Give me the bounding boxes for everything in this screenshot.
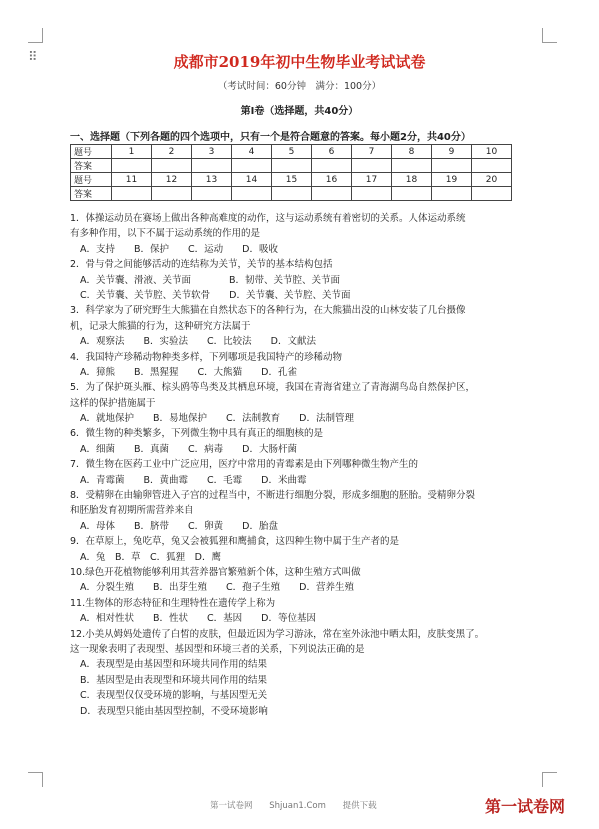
answer-cell[interactable] <box>272 187 312 201</box>
question-number-cell: 10 <box>472 145 512 159</box>
question-text-line: 机，记录大熊猫的行为，这种研究方法属于 <box>70 320 251 332</box>
question-number-cell: 17 <box>352 173 392 187</box>
footer-download-text: 提供下载 <box>342 801 377 811</box>
question-options-line: A．关节囊、滑液、关节面 B．韧带、关节腔、关节面 <box>80 274 341 286</box>
answer-cell[interactable] <box>432 187 472 201</box>
answer-cell[interactable] <box>392 159 432 173</box>
question-number-cell: 11 <box>112 173 152 187</box>
question-options-line: A．表现型是由基因型和环境共同作用的结果 <box>80 659 267 671</box>
question-text-line: 8．受精卵在由输卵管进入子宫的过程当中，不断进行细胞分裂，形成多细胞的胚胎。受精卵分裂 <box>70 490 476 502</box>
question-number-cell: 18 <box>392 173 432 187</box>
answer-cell[interactable] <box>472 159 512 173</box>
question-options-line: A．细菌 B．真菌 C．病毒 D．大肠杆菌 <box>80 443 297 455</box>
table-row <box>71 159 512 173</box>
page-footer <box>210 799 389 811</box>
question-number-cell: 12 <box>152 173 192 187</box>
answer-cell[interactable] <box>232 159 272 173</box>
crop-mark-bottom-right <box>542 772 557 787</box>
question-text-line: 5．为了保护斑头雁、棕头鸥等鸟类及其栖息环境，我国在青海省建立了青海湖鸟岛自然保护区， <box>70 382 476 394</box>
question-options-line: A．分裂生殖 B．出芽生殖 C．孢子生殖 D．营养生殖 <box>80 582 354 594</box>
exam-info: （考试时间：60分钟 满分：100分） <box>217 81 382 92</box>
question-options-line: A．獐熊 B．黑猩猩 C．大熊猫 D．孔雀 <box>80 366 297 378</box>
question-number-cell: 15 <box>272 173 312 187</box>
question-options-line: A．青霉菌 B．黄曲霉 C．毛霉 D．米曲霉 <box>80 474 307 486</box>
question-number-cell: 8 <box>392 145 432 159</box>
question-text-line: 2．骨与骨之间能够活动的连结称为关节，关节的基本结构包括 <box>70 259 333 271</box>
question-options-line: A．相对性状 B．性状 C．基因 D．等位基因 <box>80 613 316 625</box>
question-options-line: A．母体 B．脐带 C．卵黄 D．胎盘 <box>80 520 278 532</box>
answer-cell[interactable] <box>112 187 152 201</box>
answer-cell[interactable] <box>192 159 232 173</box>
question-number-cell: 13 <box>192 173 232 187</box>
crop-mark-bottom-left <box>28 772 43 787</box>
question-text-line: 1．体操运动员在赛场上做出各种高难度的动作，这与运动系统有着密切的关系。人体运动系统 <box>70 213 466 224</box>
question-text-line: 和胚胎发育初期所需营养来自 <box>70 505 194 517</box>
answer-cell[interactable] <box>312 159 352 173</box>
question-options-line: A．观察法 B．实验法 C．比较法 D．文献法 <box>80 336 316 348</box>
question-number-cell: 19 <box>432 173 472 187</box>
question-text-line: 这一现象表明了表现型、基因型和环境三者的关系，下列说法正确的是 <box>70 643 365 655</box>
answer-cell[interactable] <box>152 187 192 201</box>
question-number-cell: 1 <box>112 145 152 159</box>
question-number-cell: 14 <box>232 173 272 187</box>
brand-logo: 第一试卷网 <box>485 797 566 816</box>
question-options-line: A．支持 B．保护 C．运动 D．吸收 <box>80 243 278 255</box>
question-number-cell: 6 <box>312 145 352 159</box>
question-number-cell: 9 <box>432 145 472 159</box>
answer-table <box>70 144 512 201</box>
answer-cell[interactable] <box>152 159 192 173</box>
answer-cell[interactable] <box>472 187 512 201</box>
question-list <box>70 211 550 719</box>
document-title: 成都市2019年初中生物毕业考试试卷 <box>173 53 426 71</box>
answer-cell[interactable] <box>232 187 272 201</box>
answer-cell[interactable] <box>352 159 392 173</box>
answer-cell[interactable] <box>432 159 472 173</box>
question-number-cell: 7 <box>352 145 392 159</box>
answer-cell[interactable] <box>192 187 232 201</box>
question-options-line: C．表现型仅仅受环境的影响，与基因型无关 <box>80 690 268 702</box>
footer-site-url[interactable]: Shjuan1.Com <box>269 801 326 811</box>
footer-site-name: 第一试卷网 <box>210 801 253 811</box>
question-options-line: A．就地保护 B．易地保护 C．法制教育 D．法制管理 <box>80 413 354 425</box>
part-title: 第Ⅰ卷（选择题，共40分） <box>240 106 359 117</box>
question-number-cell: 20 <box>472 173 512 187</box>
question-text-line: 9．在草原上，兔吃草，兔又会被狐狸和鹰捕食，这四种生物中属于生产者的是 <box>70 536 400 548</box>
question-number-cell: 4 <box>232 145 272 159</box>
question-number-cell: 16 <box>312 173 352 187</box>
question-text-line: 这样的保护措施属于 <box>70 397 156 409</box>
answer-cell[interactable] <box>352 187 392 201</box>
question-options-line: B．基因型是由表现型和环境共同作用的结果 <box>80 674 268 686</box>
question-text-line: 10.绿色开花植物能够利用其营养器官繁殖新个体，这种生殖方式叫做 <box>70 566 361 578</box>
question-options-line: D．表现型只能由基因型控制，不受环境影响 <box>80 705 268 717</box>
question-options-line: C．关节囊、关节腔、关节软骨 D．关节囊、关节腔、关节面 <box>80 289 351 301</box>
question-text-line: 11.生物体的形态特征和生理特性在遗传学上称为 <box>70 597 276 609</box>
answer-cell[interactable] <box>272 159 312 173</box>
crop-mark-top-left <box>28 28 43 43</box>
row-label-number: 题号 <box>71 173 112 187</box>
answer-cell[interactable] <box>112 159 152 173</box>
row-label-number: 题号 <box>71 145 112 159</box>
section-title: 一、选择题（下列各题的四个选项中，只有一个是符合题意的答案。每小题2分，共40分） <box>70 132 471 143</box>
question-number-cell: 3 <box>192 145 232 159</box>
question-text-line: 6．微生物的种类繁多，下列微生物中具有真正的细胞核的是 <box>70 428 324 440</box>
table-row <box>71 187 512 201</box>
question-options-line: A．兔 B．草 C．狐狸 D．鹰 <box>80 551 221 563</box>
question-text-line: 4．我国特产珍稀动物种类多样，下列哪项是我国特产的珍稀动物 <box>70 351 343 363</box>
question-number-cell: 5 <box>272 145 312 159</box>
table-row <box>71 173 512 187</box>
question-text-line: 有多种作用，以下不属于运动系统的作用的是 <box>70 228 261 240</box>
question-number-cell: 2 <box>152 145 192 159</box>
question-text-line: 12.小美从姆妈处遗传了白皙的皮肤，但最近因为学习游泳，常在室外泳池中晒太阳，皮肤变黑了。 <box>70 628 485 640</box>
answer-cell[interactable] <box>392 187 432 201</box>
crop-mark-top-right <box>542 28 557 43</box>
question-text-line: 7．微生物在医药工业中广泛应用，医疗中常用的青霉素是由下列哪种微生物产生的 <box>70 459 419 471</box>
row-label-answer: 答案 <box>71 187 112 201</box>
table-row <box>71 145 512 159</box>
question-text-line: 3．科学家为了研究野生大熊猫在自然状态下的各种行为，在大熊猫出没的山林安装了几台摄像 <box>70 305 466 317</box>
drag-handle-icon[interactable]: ⠿ <box>28 50 38 65</box>
answer-cell[interactable] <box>312 187 352 201</box>
row-label-answer: 答案 <box>71 159 112 173</box>
